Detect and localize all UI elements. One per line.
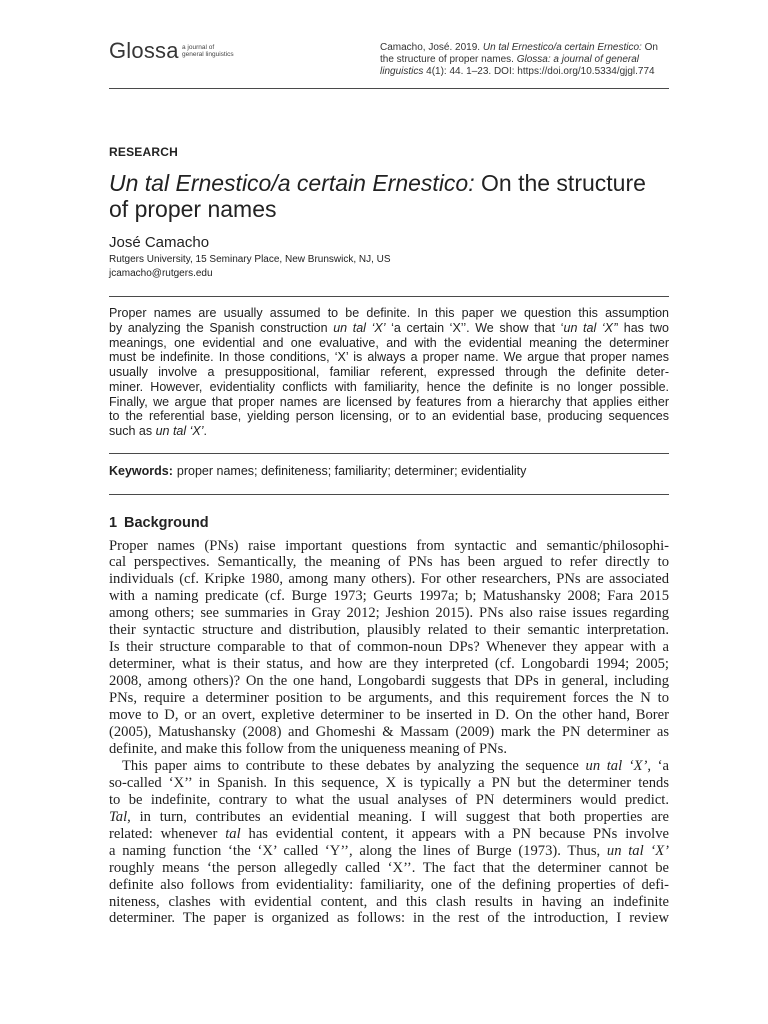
abstract-line <box>109 350 669 365</box>
text-run: such as <box>109 424 156 438</box>
text-run: On the structure <box>474 170 646 196</box>
text-run: to the referential base, yielding person licensing, or to an evidential base, producing sequences <box>109 409 669 424</box>
text-run: . <box>203 424 207 438</box>
italic-run: un tal ‘X’ <box>606 842 669 859</box>
body-line <box>109 792 669 809</box>
italic-run: Un tal Ernestico/a certain Ernestico: <box>482 42 642 53</box>
body-line <box>109 877 669 894</box>
abstract-line <box>109 336 669 351</box>
body-line <box>109 639 669 656</box>
text-run: Camacho, José. 2019. <box>380 42 483 53</box>
title-line <box>109 196 669 222</box>
section-number: 1 <box>109 515 118 531</box>
citation-line <box>380 54 669 66</box>
header-rule <box>109 88 669 89</box>
text-run: meanings, one evidential and one evaluative, and with the evidential meaning the determiner <box>109 335 669 350</box>
body-line <box>109 554 669 571</box>
text-run: ‘a certain ‘X’’. We show that ‘ <box>385 320 564 335</box>
text-run: This paper aims to contribute to these debates by analyzing the sequence <box>122 757 586 774</box>
text-run: roughly means ‘the person allegedly called ‘X’’. The fact that the determiner cannot be <box>109 859 669 876</box>
text-run: to be indefinite, contrary to what the usual analyses of PN determiners would predict. <box>109 791 669 808</box>
italic-run: un tal ‘X’ <box>333 320 386 335</box>
abstract-line <box>109 321 669 336</box>
tagline-line: a journal of <box>182 43 215 51</box>
author-info <box>109 253 391 281</box>
text-run: Is their structure comparable to that of common-noun DPs? Whenever they appear with a <box>109 639 669 656</box>
section-body <box>109 538 669 928</box>
body-line <box>109 894 669 911</box>
text-run: definite, and make this follow from the uniqueness meaning of PNs. <box>109 740 508 757</box>
paragraph <box>109 538 669 758</box>
body-line <box>109 860 669 877</box>
text-run: a naming function ‘the ‘X’ called ‘Y’’, along the lines of Burge (1973). Thus, <box>109 842 607 859</box>
author-email[interactable]: jcamacho@rutgers.edu <box>109 268 213 279</box>
abstract-line <box>109 380 669 395</box>
body-line <box>109 910 669 927</box>
text-run: PNs, require a determiner position to be arguments, and this requirement forces the N to <box>109 690 669 707</box>
italic-run: un tal ‘X’ <box>563 320 616 335</box>
text-run: definite also follows from evidentiality: familiarity, one of the defining properties of defi- <box>109 876 669 893</box>
body-line <box>109 622 669 639</box>
section-heading <box>109 514 209 532</box>
text-run: Finally, we argue that proper names are licensed by features from a hierarchy that applies either <box>109 394 669 409</box>
italic-run: un tal ‘X’ <box>155 424 204 438</box>
abstract-line <box>109 395 669 410</box>
body-line <box>109 758 669 775</box>
text-run: must be indefinite. In those conditions, ‘X’ is always a proper name. We argue that proper names <box>109 350 669 365</box>
text-run: so-called ‘X’’ in Spanish. In this sequence, X is typically a PN but the determiner tends <box>109 774 669 791</box>
citation-line <box>380 42 669 54</box>
article-title <box>109 170 669 222</box>
body-line <box>109 724 669 741</box>
text-run: (2005), Matushansky (2008) and Ghomeshi & Massam (2009) mark the PN determiner as <box>109 723 669 740</box>
body-line <box>109 809 669 826</box>
article-type-label: RESEARCH <box>109 145 178 159</box>
body-line <box>109 826 669 843</box>
text-run: their syntactic structure and distribution, plausibly related to their semantic interpretation. <box>109 622 669 639</box>
text-run: with a naming predicate (cf. Burge 1973; Geurts 1997a; b; Matushansky 2008; Fara 2015 <box>109 588 669 605</box>
italic-run: un tal ‘X’ <box>585 757 648 774</box>
body-line <box>109 690 669 707</box>
keywords-label: Keywords: <box>109 463 173 478</box>
text-run: cal perspectives. Semantically, the meaning of PNs has been argued to refer directly to <box>109 554 669 571</box>
abstract-line <box>109 424 669 439</box>
logo-tagline <box>182 44 234 59</box>
italic-run: tal <box>225 825 241 842</box>
text-run: by analyzing the Spanish construction <box>109 320 334 335</box>
text-run: ’ has two <box>615 320 670 335</box>
citation-line <box>380 66 669 78</box>
text-run: move to D, or an overt, expletive determiner to be inserted in D. On the other hand, Borer <box>109 707 669 724</box>
text-run: On <box>641 42 658 53</box>
text-run: usually involve a presuppositional, familiar referent, expressed through the definite deter- <box>109 365 669 379</box>
text-run: individuals (cf. Kripke 1980, among many others). For other researchers, PNs are associated <box>109 571 669 588</box>
text-run: , in turn, contributes an evidential meaning. I will suggest that both properties are <box>127 808 669 825</box>
title-line <box>109 170 669 196</box>
keywords <box>109 464 669 479</box>
keywords-list: proper names; definiteness; familiarity; determiner; evidentiality <box>176 463 527 478</box>
body-line <box>109 707 669 724</box>
text-run: 4(1): 44. 1–23. DOI: <box>423 66 518 77</box>
abstract <box>109 306 669 439</box>
body-line <box>109 605 669 622</box>
text-run: related: whenever <box>109 825 226 842</box>
glossa-logo: Glossa <box>109 38 179 63</box>
text-run: Proper names (PNs) raise important questions from syntactic and semantic/philosophi- <box>109 537 669 554</box>
italic-run: Un tal Ernestico/a certain Ernestico: <box>109 170 475 196</box>
text-run: among others; see summaries in Gray 2012; Jeshion 2015). PNs also raise issues regarding <box>109 605 669 622</box>
citation <box>380 42 669 78</box>
text-run: has evidential content, it appears with a PN because PNs involve <box>240 825 669 842</box>
italic-run: Tal <box>109 808 128 825</box>
text-run: determiner, what is their status, and how are they interpreted (cf. Longobardi 1994; 2005; <box>109 656 669 673</box>
tagline-line: general linguistics <box>182 51 234 58</box>
section-title: Background <box>124 515 209 531</box>
text-run: the structure of proper names. <box>380 54 517 65</box>
author-affiliation: Rutgers University, 15 Seminary Place, New Brunswick, NJ, US <box>109 254 391 265</box>
keywords-top-rule <box>109 453 669 454</box>
abstract-line <box>109 409 669 424</box>
paragraph <box>109 758 669 928</box>
text-run: niteness, clashes with evidential content, and this clash results in having an indefinite <box>109 893 669 910</box>
body-line <box>109 775 669 792</box>
body-line <box>109 741 669 758</box>
text-run: determiner. The paper is organized as follows: in the rest of the introduction, I review <box>109 910 669 927</box>
body-line <box>109 656 669 673</box>
author-name: José Camacho <box>109 234 210 251</box>
text-run: Proper names are usually assumed to be definite. In this paper we question this assumption <box>109 306 669 320</box>
text-run: of proper names <box>109 196 277 222</box>
text-run: 2008, among others)? On the one hand, Longobardi suggests that DPs in general, including <box>109 673 669 690</box>
abstract-line <box>109 306 669 321</box>
keywords-bottom-rule <box>109 494 669 495</box>
italic-run: Glossa: a journal of general <box>516 54 640 65</box>
body-line <box>109 571 669 588</box>
body-line <box>109 588 669 605</box>
abstract-top-rule <box>109 296 669 297</box>
body-line <box>109 843 669 860</box>
text-run: miner. However, evidentiality conflicts with familiarity, hence the definite is no longer possible. <box>109 379 669 394</box>
abstract-line <box>109 365 669 380</box>
text-run: , ‘a <box>647 757 670 774</box>
doi-link[interactable]: https://doi.org/10.5334/gjgl.774 <box>517 66 655 77</box>
body-line <box>109 538 669 555</box>
italic-run: linguistics <box>380 66 424 77</box>
body-line <box>109 673 669 690</box>
